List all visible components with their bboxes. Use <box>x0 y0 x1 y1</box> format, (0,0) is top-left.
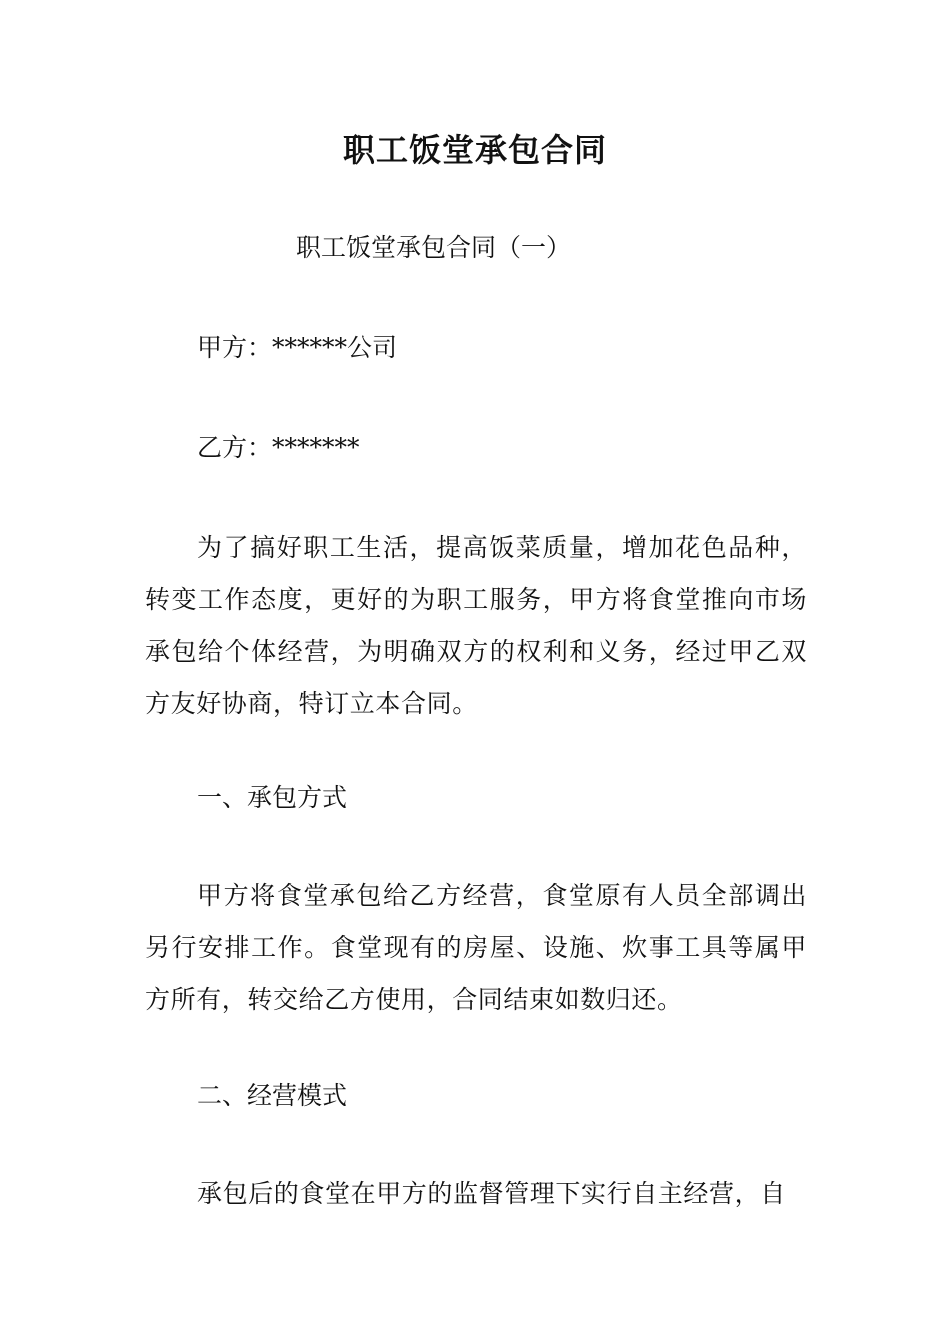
section-1-heading: 一、承包方式 <box>197 783 348 812</box>
document-subtitle: 职工饭堂承包合同（一） <box>296 233 572 262</box>
section-1-paragraph: 甲方将食堂承包给乙方经营，食堂原有人员全部调出另行安排工作。食堂现有的房屋、设施、炊事工具等属甲方所有，转交给乙方使用，合同结束如数归还。 <box>145 881 807 1014</box>
section-2-heading: 二、经营模式 <box>197 1081 348 1110</box>
intro-paragraph: 为了搞好职工生活，提高饭菜质量，增加花色品种，转变工作态度，更好的为职工服务，甲方将食堂推向市场承包给个体经营，为明确双方的权利和义务，经过甲乙双方友好协商，特订立本合同。 <box>145 533 807 718</box>
document-title: 职工饭堂承包合同 <box>342 131 607 169</box>
section-2-paragraph: 承包后的食堂在甲方的监督管理下实行自主经营，自 <box>197 1179 786 1208</box>
party-a-line: 甲方：******公司 <box>197 333 398 362</box>
party-b-line: 乙方：******* <box>197 433 360 462</box>
